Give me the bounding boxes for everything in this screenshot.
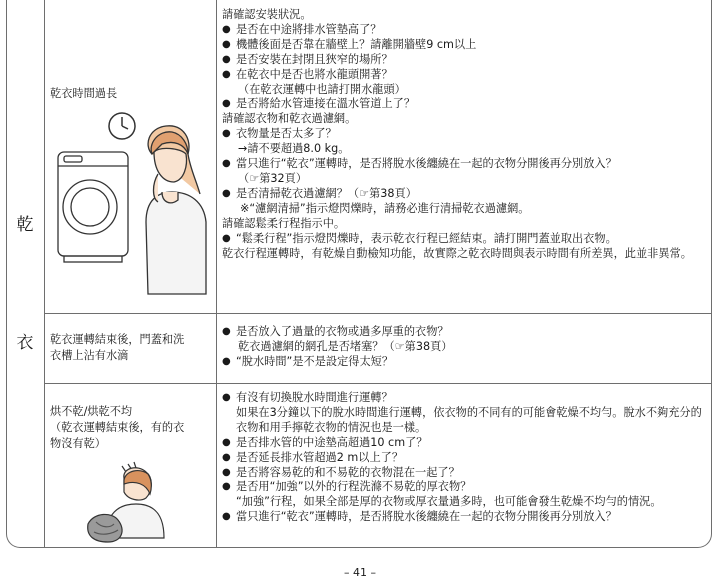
washer-icon [58, 152, 128, 262]
symptom-text: 乾衣時間過長 [50, 87, 118, 100]
check-subtext: （在乾衣運轉中也請打開水龍頭） [238, 82, 406, 96]
check-item: ● 是否排水管的中途墊高超過10 cm了？ [222, 436, 708, 451]
check-item: ● 是否清掃乾衣過濾網？（☞第38頁） [222, 187, 708, 202]
row-divider [44, 313, 712, 314]
check-item: ● 機體後面是否靠在牆壁上？請離開牆壁9 cm以上 [222, 38, 708, 53]
check-item: ● 是否安裝在封閉且狹窄的場所？ [222, 53, 708, 68]
check-item: ● 當只進行“乾衣”運轉時，是否將脫水後纏繞在一起的衣物分開後再分別放入？ [222, 157, 708, 172]
check-item: ● 是否延長排水管超過2 m以上了？ [222, 451, 708, 466]
woman-laundry-icon [88, 462, 164, 542]
check-item: ● 是否用“加強”以外的行程洗滌不易乾的厚衣物？ [222, 480, 708, 495]
symptom-text: 乾衣運轉結束後，門蓋和洗 [50, 333, 185, 346]
check-item: ● “鬆柔行程”指示燈閃爍時，表示乾衣行程已經結束。請打開門蓋並取出衣物。 [222, 232, 708, 247]
solution-list [222, 325, 708, 370]
check-subtext: →請不要超過8.0 kg。 [238, 142, 350, 156]
solution-list [222, 391, 708, 525]
solution-list [222, 8, 708, 261]
symptom-text: 物沒有乾） [50, 437, 106, 450]
frustrated-woman-illustration [84, 458, 184, 544]
symptom-cell [50, 404, 184, 452]
waiting-woman-illustration [50, 104, 216, 309]
check-subtext: “加強”行程，如果全部是厚的衣物或厚衣量過多時，也可能會發生乾燥不均勻的情況。 [236, 495, 662, 509]
check-item: ● 有沒有切換脫水時間進行運轉？ [222, 391, 708, 406]
check-item: ● 衣物量是否太多了？ [222, 127, 708, 142]
column-divider [216, 0, 217, 548]
category-char: 乾 [16, 215, 34, 235]
note-paragraph: 乾衣行程運轉時，有乾燥自動檢知功能，故實際之乾衣時間與表示時間有所差異，此並非異常。 [222, 246, 692, 260]
check-item: ● 是否放入了過量的衣物或過多厚重的衣物？ [222, 325, 708, 340]
check-subtext: 乾衣過濾網的網孔是否堵塞？（☞第38頁） [238, 339, 453, 353]
check-subtext: ※“濾網清掃”指示燈閃爍時，請務必進行清掃乾衣過濾網。 [240, 201, 530, 215]
category-char: 衣 [16, 333, 34, 353]
symptom-text: （乾衣運轉結束後，有的衣 [50, 421, 185, 434]
check-item: ● 當只進行“乾衣”運轉時，是否將脫水後纏繞在一起的衣物分開後再分別放入？ [222, 510, 708, 525]
page-number: – 41 – [344, 566, 376, 579]
check-subtext: 如果在3分鐘以下的脫水時間進行運轉，依衣物的不同有的可能會乾燥不均勻。脫水不夠充分的衣物和用手擰乾衣物的情況也是一樣。 [236, 405, 702, 434]
check-item: ● 是否將給水管連接在溫水管道上了？ [222, 97, 708, 112]
check-item: ● “脫水時間”是不是設定得太短？ [222, 355, 708, 370]
symptom-text: 衣槽上沾有水滴 [50, 349, 129, 362]
symptom-cell [50, 86, 117, 102]
check-subtext: （☞第32頁） [238, 171, 308, 185]
check-item: ● 是否在中途將排水管墊高了？ [222, 23, 708, 38]
check-item: ● 是否將容易乾的和不易乾的衣物混在一起了？ [222, 466, 708, 481]
check-item: ● 在乾衣中是否也將水龍頭開著？ [222, 68, 708, 83]
woman-icon [146, 126, 206, 294]
clock-icon [109, 113, 135, 139]
note-heading: 請確認安裝狀況。 [222, 8, 312, 21]
symptom-text: 烘不乾/烘乾不均 [50, 405, 133, 418]
note-heading: 請確認鬆柔行程指示中。 [222, 216, 346, 230]
row-divider [44, 383, 712, 384]
column-divider [44, 0, 45, 548]
note-heading: 請確認衣物和乾衣過濾網。 [222, 112, 357, 126]
symptom-cell [50, 332, 184, 364]
